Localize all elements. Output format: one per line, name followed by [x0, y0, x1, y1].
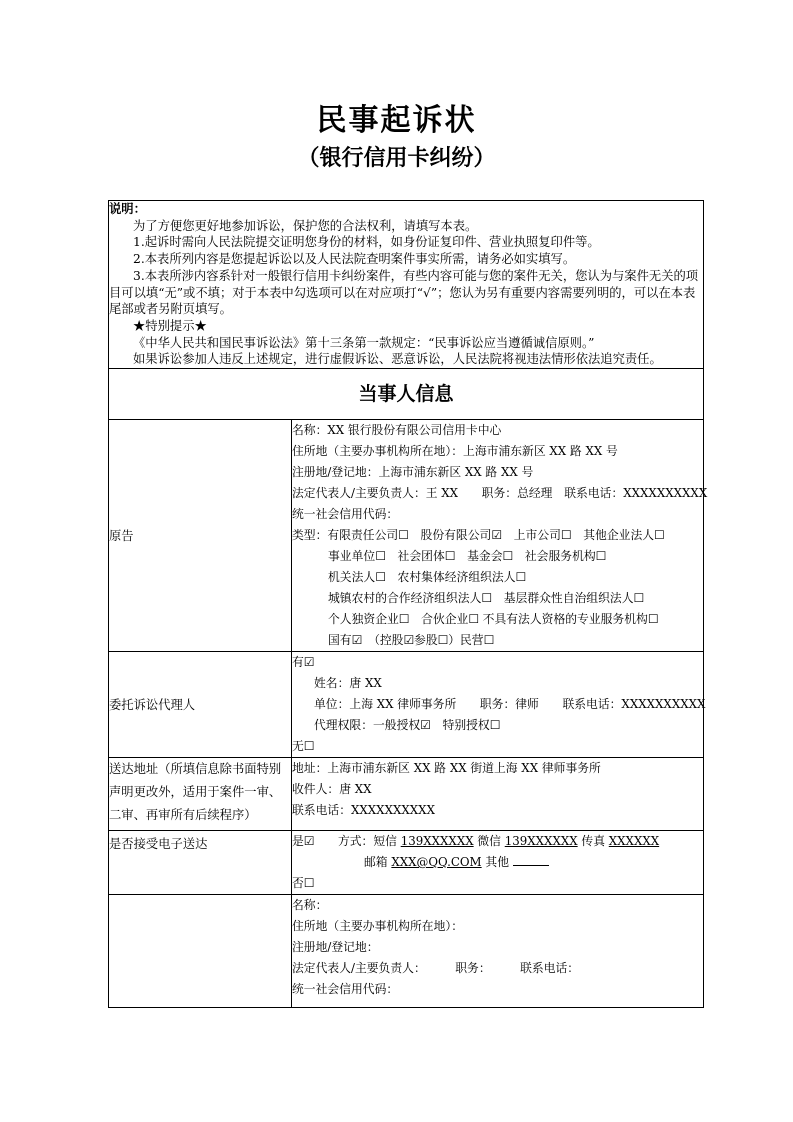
e-service-content[interactable] [292, 831, 704, 895]
notes-line: 为了方便您更好地参加诉讼，保护您的合法权利，请填写本表。 [133, 218, 478, 233]
agent-authority[interactable]: 代理权限：一般授权☑ 特别授权☐ [314, 718, 501, 733]
notes-heading: 说明： [109, 201, 146, 216]
defendant-legal-rep[interactable]: 法定代表人/主要负责人： 职务： 联系电话： [292, 961, 580, 976]
plaintiff-name[interactable]: 名称：XX 银行股份有限公司信用卡中心 [292, 423, 502, 438]
plaintiff-type-options[interactable]: 机关法人☐ 农村集体经济组织法人☐ [328, 570, 527, 585]
plaintiff-credit-code[interactable]: 统一社会信用代码： [292, 507, 399, 522]
plaintiff-row [109, 420, 704, 652]
document-subtitle: （银行信用卡纠纷） [297, 145, 496, 171]
defendant-row [109, 895, 704, 1008]
notes-cell [109, 201, 704, 369]
plaintiff-type-options[interactable]: 个人独资企业☐ 合伙企业☐ 不具有法人资格的专业服务机构☐ [328, 612, 659, 627]
defendant-name[interactable]: 名称： [292, 898, 328, 913]
defendant-registered[interactable]: 注册地/登记地： [292, 940, 379, 955]
agent-none-checkbox[interactable]: 无☐ [292, 739, 315, 754]
service-recipient-field[interactable]: 收件人：唐 XX [292, 782, 372, 797]
notes-row [109, 201, 704, 369]
notes-line: 2.本表所列内容是您提起诉讼以及人民法院查明案件事实所需，请务必如实填写。 [133, 252, 576, 267]
service-address-label: 送达地址（所填信息除书面特别声明更改外，适用于案件一审、二审、再审所有后续程序） [109, 758, 292, 831]
plaintiff-type-options[interactable]: 类型：有限责任公司☐ 股份有限公司☑ 上市公司☐ 其他企业法人☐ [292, 528, 665, 543]
sms-number[interactable]: 139XXXXXX [400, 834, 474, 849]
notes-line: 1.起诉时需向人民法院提交证明您身份的材料，如身份证复印件、营业执照复印件等。 [133, 235, 600, 250]
agent-has-checkbox[interactable]: 有☑ [292, 655, 315, 670]
defendant-content[interactable] [292, 895, 704, 1008]
section-title: 当事人信息 [109, 369, 704, 420]
plaintiff-address[interactable]: 住所地（主要办事机构所在地）：上海市浦东新区 XX 路 XX 号 [292, 444, 618, 459]
fax-label: 传真 [581, 834, 606, 849]
plaintiff-content[interactable] [292, 420, 708, 652]
e-service-yes-line[interactable] [292, 831, 703, 852]
complaint-form-table [108, 200, 708, 1008]
other-blank[interactable] [513, 853, 549, 866]
defendant-credit-code[interactable]: 统一社会信用代码： [292, 982, 399, 997]
plaintiff-type-options[interactable]: 事业单位☐ 社会团体☐ 基金会☐ 社会服务机构☐ [328, 549, 607, 564]
notes-line: 如果诉讼参加人违反上述规定，进行虚假诉讼、恶意诉讼，人民法院将视违法情形依法追究责任。 [133, 352, 662, 367]
service-address-content[interactable] [292, 758, 704, 831]
agent-label: 委托诉讼代理人 [109, 652, 292, 758]
plaintiff-registered[interactable]: 注册地/登记地：上海市浦东新区 XX 路 XX 号 [292, 465, 534, 480]
wechat-number[interactable]: 139XXXXXX [504, 834, 578, 849]
e-service-email-line[interactable] [292, 852, 703, 873]
other-label: 其他 [485, 855, 509, 870]
plaintiff-legal-rep[interactable]: 法定代表人/主要负责人：王 XX 职务：总经理 联系电话：XXXXXXXXXX [292, 486, 708, 501]
document-title: 民事起诉状 [316, 103, 477, 138]
wechat-label: 微信 [477, 834, 501, 849]
e-service-row [109, 831, 704, 895]
plaintiff-type-options[interactable]: 国有☑ （控股☑参股☐）民营☐ [328, 633, 495, 648]
e-service-label: 是否接受电子送达 [109, 831, 292, 895]
agent-row [109, 652, 704, 758]
notes-line: 3.本表所涉内容系针对一般银行信用卡纠纷案件，有些内容可能与您的案件无关，您认为与案件无关的项目可以填“无”或不填；对于本表中勾选项可以在对应项打“√”；您认为另有重要内容需要列明的，可以在本表尾部或者另附页填写。 [109, 268, 699, 317]
agent-content[interactable] [292, 652, 704, 758]
agent-name[interactable]: 姓名：唐 XX [314, 676, 382, 691]
service-phone-field[interactable]: 联系电话：XXXXXXXXXX [292, 803, 435, 818]
special-notice-heading: ★特别提示★ [133, 318, 207, 333]
e-service-yes-checkbox[interactable]: 是☑ 方式：短信 [292, 834, 397, 849]
defendant-address[interactable]: 住所地（主要办事机构所在地）： [292, 919, 464, 934]
e-service-no-checkbox[interactable]: 否☐ [292, 876, 315, 891]
fax-number[interactable]: XXXXXX [608, 834, 660, 849]
agent-unit[interactable]: 单位：上海 XX 律师事务所 职务：律师 联系电话：XXXXXXXXXX [314, 697, 706, 712]
service-address-row [109, 758, 704, 831]
email-label: 邮箱 [364, 855, 388, 870]
service-address-field[interactable]: 地址：上海市浦东新区 XX 路 XX 街道上海 XX 律师事务所 [292, 761, 601, 776]
defendant-label [109, 895, 292, 1008]
plaintiff-label: 原告 [109, 420, 292, 652]
notes-line: 《中华人民共和国民事诉讼法》第十三条第一款规定：“民事诉讼应当遵循诚信原则。” [133, 335, 595, 350]
email-address[interactable]: XXX@QQ.COM [391, 855, 482, 870]
plaintiff-type-options[interactable]: 城镇农村的合作经济组织法人☐ 基层群众性自治组织法人☐ [328, 591, 645, 606]
section-header-row [109, 369, 704, 420]
